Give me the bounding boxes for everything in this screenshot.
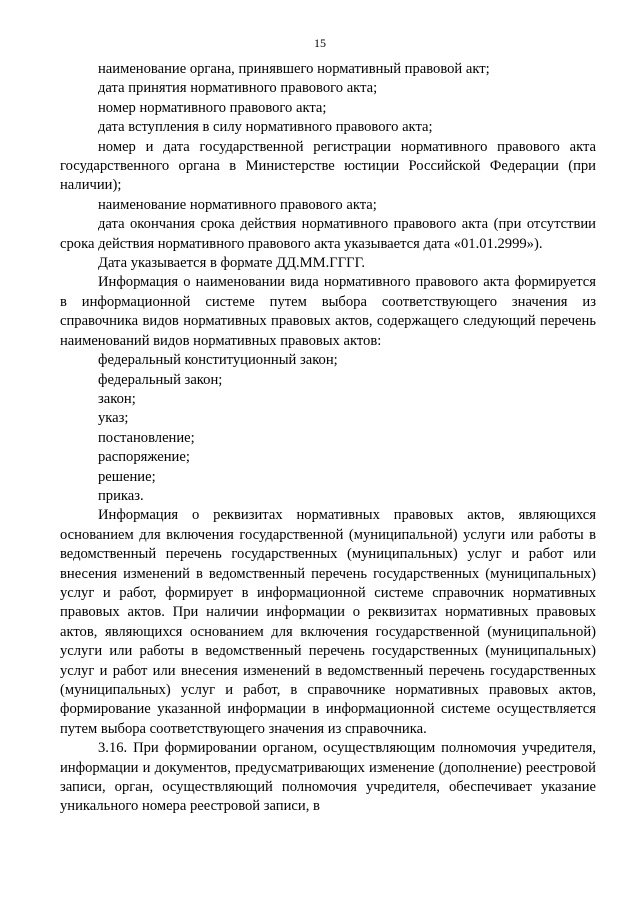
list-item: закон; — [98, 390, 136, 407]
list-item: постановление; — [98, 429, 195, 446]
paragraph: Информация о наименовании вида нормативного правового акта формируется в информационной системе путем выбора соответствующего значения из справочника видов нормативных правовых актов, содержащего следующий перечень наименований видов нормативных правовых актов: — [60, 274, 596, 349]
paragraph: дата вступления в силу нормативного правового акта; — [98, 119, 433, 136]
list-item: федеральный закон; — [98, 371, 223, 388]
list-item: приказ. — [98, 487, 144, 504]
list-item: решение; — [98, 468, 156, 485]
paragraph: 3.16. При формировании органом, осуществляющим полномочия учредителя, информации и документов, предусматривающих изменение (дополнение) реестровой записи, орган, осуществляющий полномочия учредителя, обеспечивает указание уникального номера реестровой записи, в — [60, 740, 596, 815]
document-body — [60, 60, 596, 817]
list-item: распоряжение; — [98, 449, 190, 466]
page-number: 15 — [314, 36, 326, 50]
paragraph: дата принятия нормативного правового акта; — [98, 80, 378, 97]
list-item: федеральный конституционный закон; — [98, 352, 338, 369]
paragraph: наименование нормативного правового акта; — [98, 196, 377, 213]
paragraph: Информация о реквизитах нормативных правовых актов, являющихся основанием для включения государственной (муниципальной) услуги или работы в ведомственный перечень государственных (муниципальных) услуг и работ или внесения изменений в ведомственный перечень государственных (муниципальных) услуг и работ, формирует в информационной системе справочник нормативных правовых актов. При наличии информации о реквизитах нормативных правовых актов, являющихся основанием для включения государственной (муниципальной) услуги или работы в ведомственный перечень государственных (муниципальных) услуг и работ или внесения изменений в ведомственный перечень государственных (муниципальных) услуг и работ, в справочнике нормативных правовых актов, формирование указанной информации в информационной системе осуществляется путем выбора соответствующего значения из справочника. — [60, 507, 596, 737]
paragraph: номер и дата государственной регистрации нормативного правового акта государственного органа в Министерстве юстиции Российской Федерации (при наличии); — [60, 138, 596, 194]
paragraph: Дата указывается в формате ДД.ММ.ГГГГ. — [98, 255, 366, 272]
paragraph: номер нормативного правового акта; — [98, 99, 327, 116]
paragraph: дата окончания срока действия нормативного правового акта (при отсутствии срока действия нормативного правового акта указывается дата «01.01.2999»). — [60, 216, 596, 252]
paragraph: наименование органа, принявшего нормативный правовой акт; — [98, 61, 490, 77]
list-item: указ; — [98, 410, 129, 427]
